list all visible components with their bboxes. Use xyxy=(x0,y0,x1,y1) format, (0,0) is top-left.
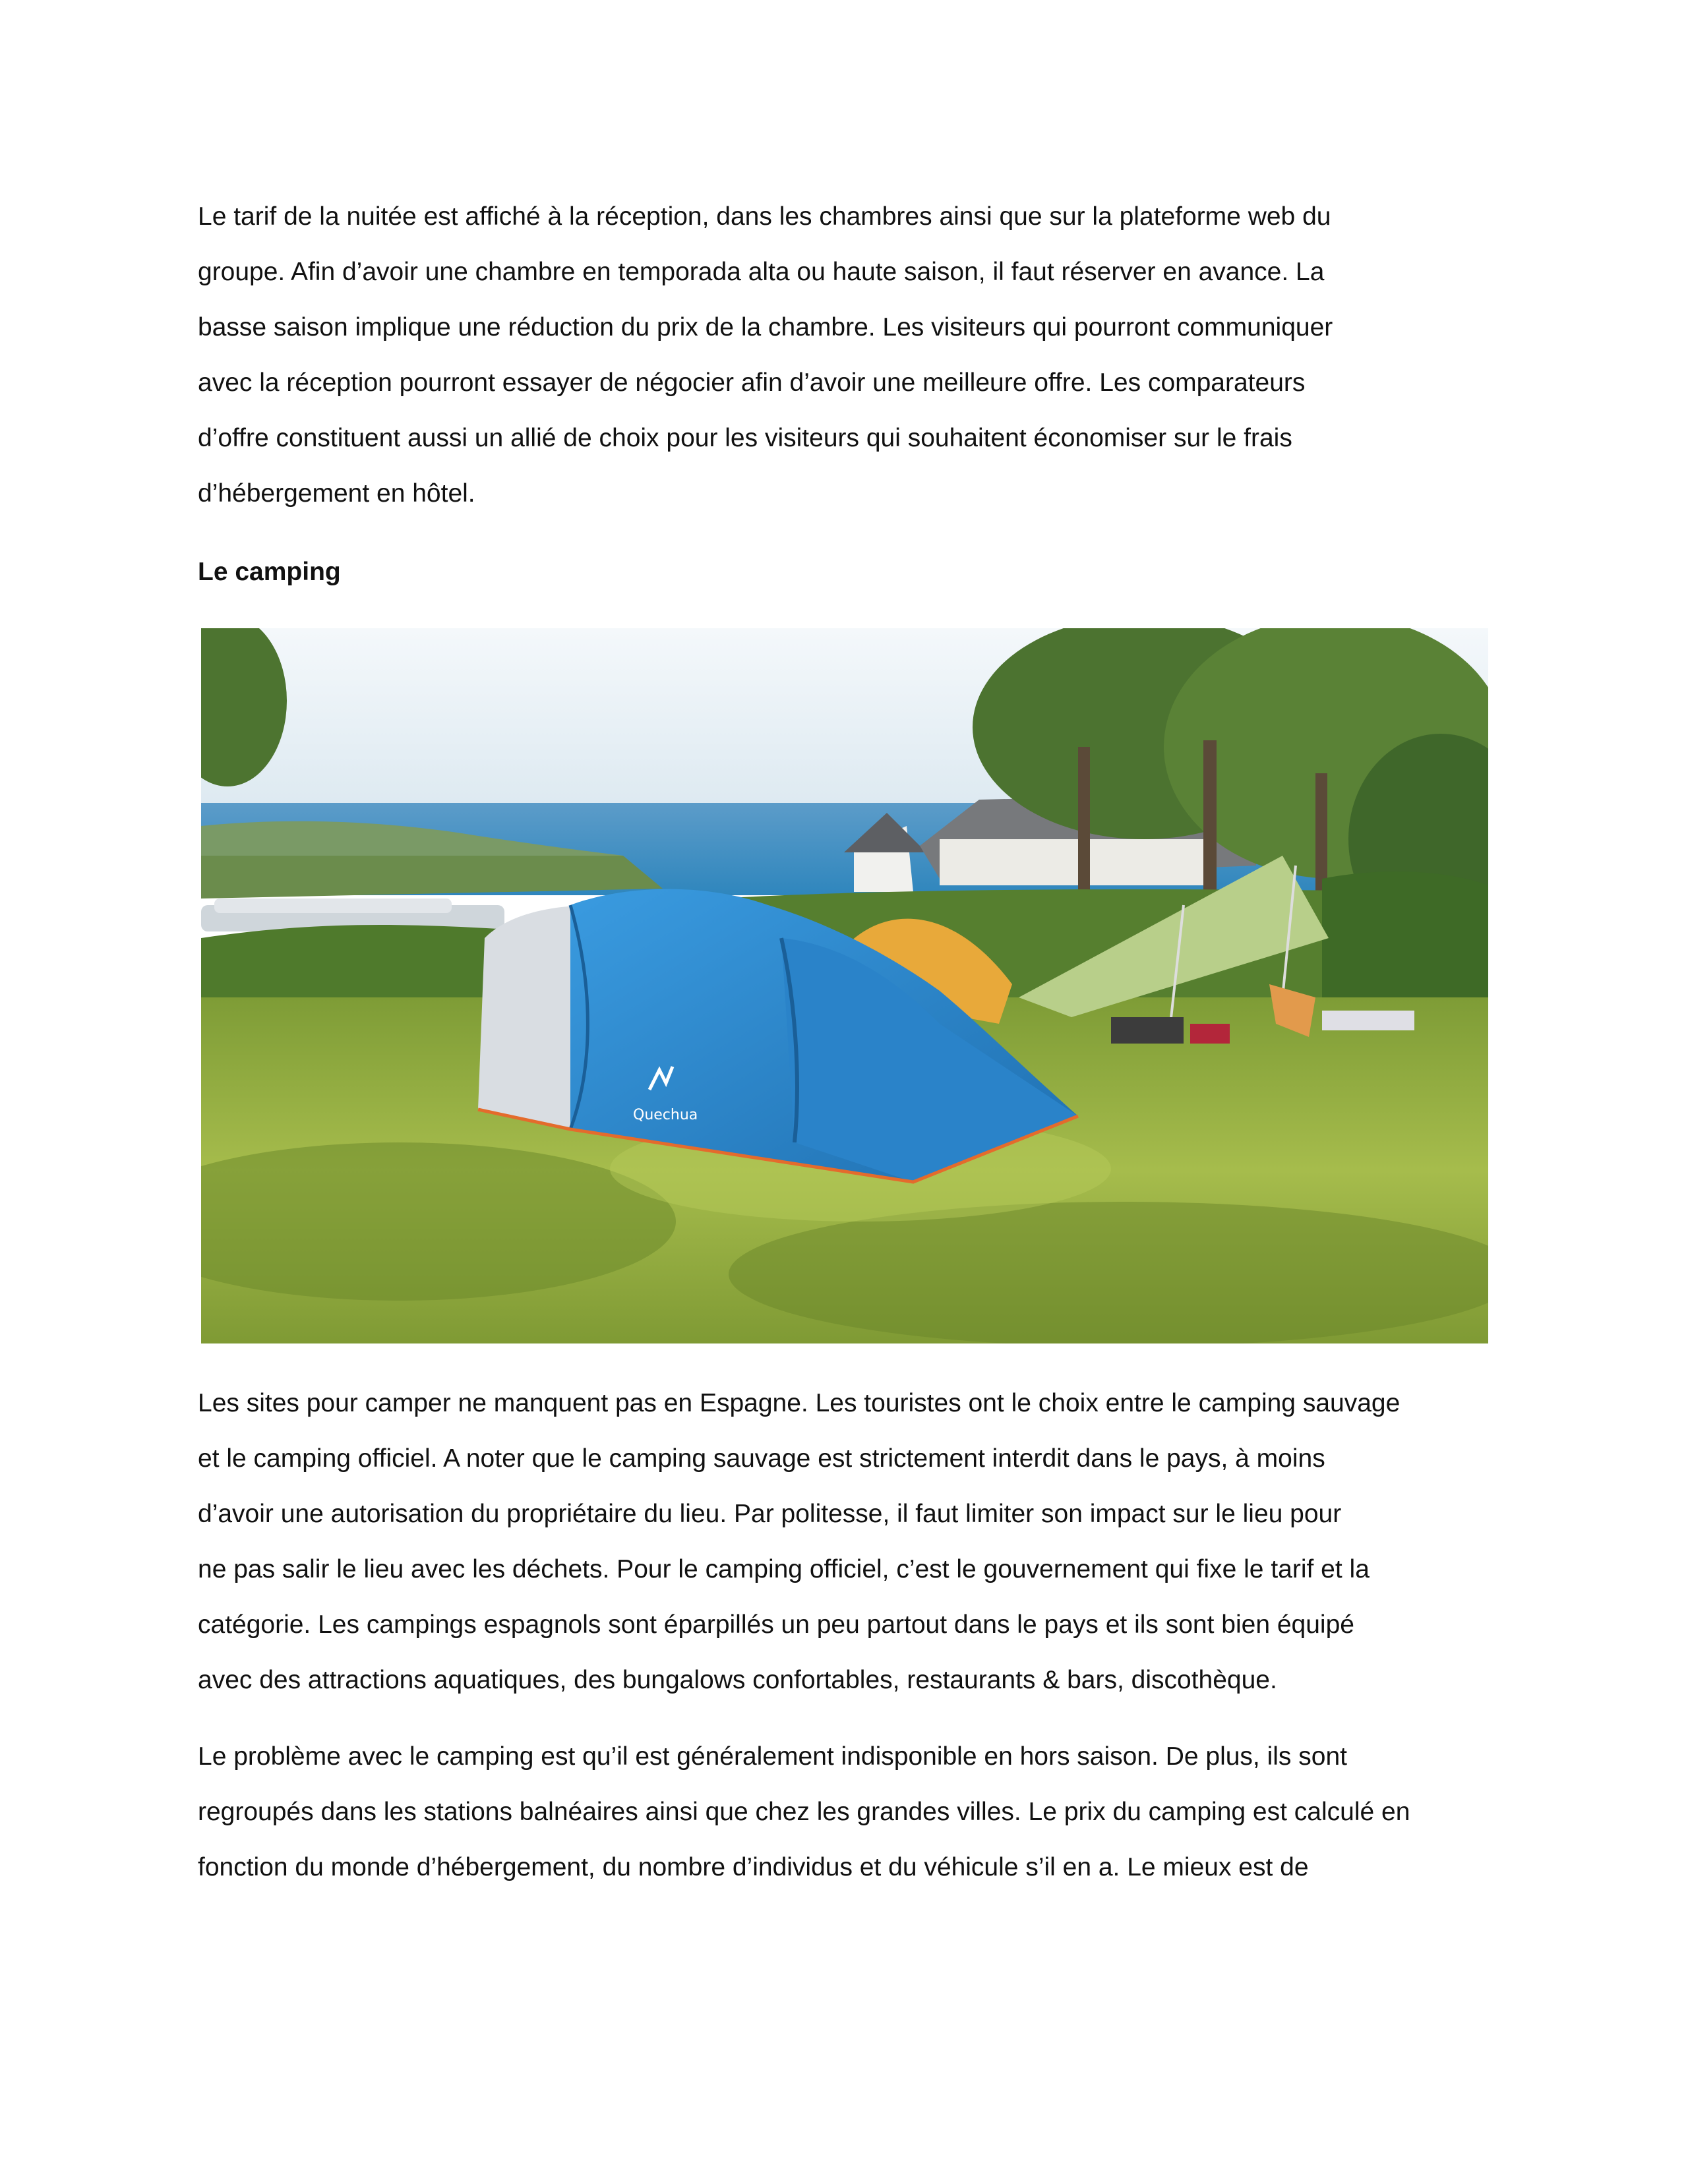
text-line: avec des attractions aquatiques, des bungalows confortables, restaurants & bars, discothèque. xyxy=(198,1666,1277,1694)
paragraph-camping-sites xyxy=(198,1376,1490,1708)
text-line: basse saison implique une réduction du prix de la chambre. Les visiteurs qui pourront communiquer xyxy=(198,313,1333,341)
svg-text:Quechua: Quechua xyxy=(633,1107,698,1123)
text-line: Les sites pour camper ne manquent pas en Espagne. Les touristes ont le choix entre le camping sauvage xyxy=(198,1389,1401,1417)
text-line: et le camping officiel. A noter que le camping sauvage est strictement interdit dans le pays, à moins xyxy=(198,1444,1325,1473)
text-line: d’avoir une autorisation du propriétaire du lieu. Par politesse, il faut limiter son impact sur le lieu pour xyxy=(198,1500,1342,1528)
text-line: ne pas salir le lieu avec les déchets. Pour le camping officiel, c’est le gouvernement qui fixe le tarif et la xyxy=(198,1555,1370,1583)
text-line: Le problème avec le camping est qu’il est généralement indisponible en hors saison. De plus, ils sont xyxy=(198,1742,1347,1771)
section-heading-camping: Le camping xyxy=(198,558,341,586)
paragraph-hotel-pricing xyxy=(198,189,1490,521)
text-line: fonction du monde d’hébergement, du nombre d’individus et du véhicule s’il en a. Le mieux est de xyxy=(198,1853,1309,1881)
text-line: avec la réception pourront essayer de négocier afin d’avoir une meilleure offre. Les comparateurs xyxy=(198,369,1306,397)
paragraph-camping-problems xyxy=(198,1729,1490,1895)
text-line: groupe. Afin d’avoir une chambre en temporada alta ou haute saison, il faut réserver en avance. La xyxy=(198,258,1325,286)
text-line: d’hébergement en hôtel. xyxy=(198,479,475,508)
text-line: regroupés dans les stations balnéaires ainsi que chez les grandes villes. Le prix du camping est calculé en xyxy=(198,1798,1410,1826)
camping-photo xyxy=(201,628,1488,1343)
text-line: catégorie. Les campings espagnols sont éparpillés un peu partout dans le pays et ils sont bien équipé xyxy=(198,1610,1354,1639)
text-line: d’offre constituent aussi un allié de choix pour les visiteurs qui souhaitent économiser sur le frais xyxy=(198,424,1292,452)
text-line: Le tarif de la nuitée est affiché à la réception, dans les chambres ainsi que sur la plateforme web du xyxy=(198,202,1331,231)
